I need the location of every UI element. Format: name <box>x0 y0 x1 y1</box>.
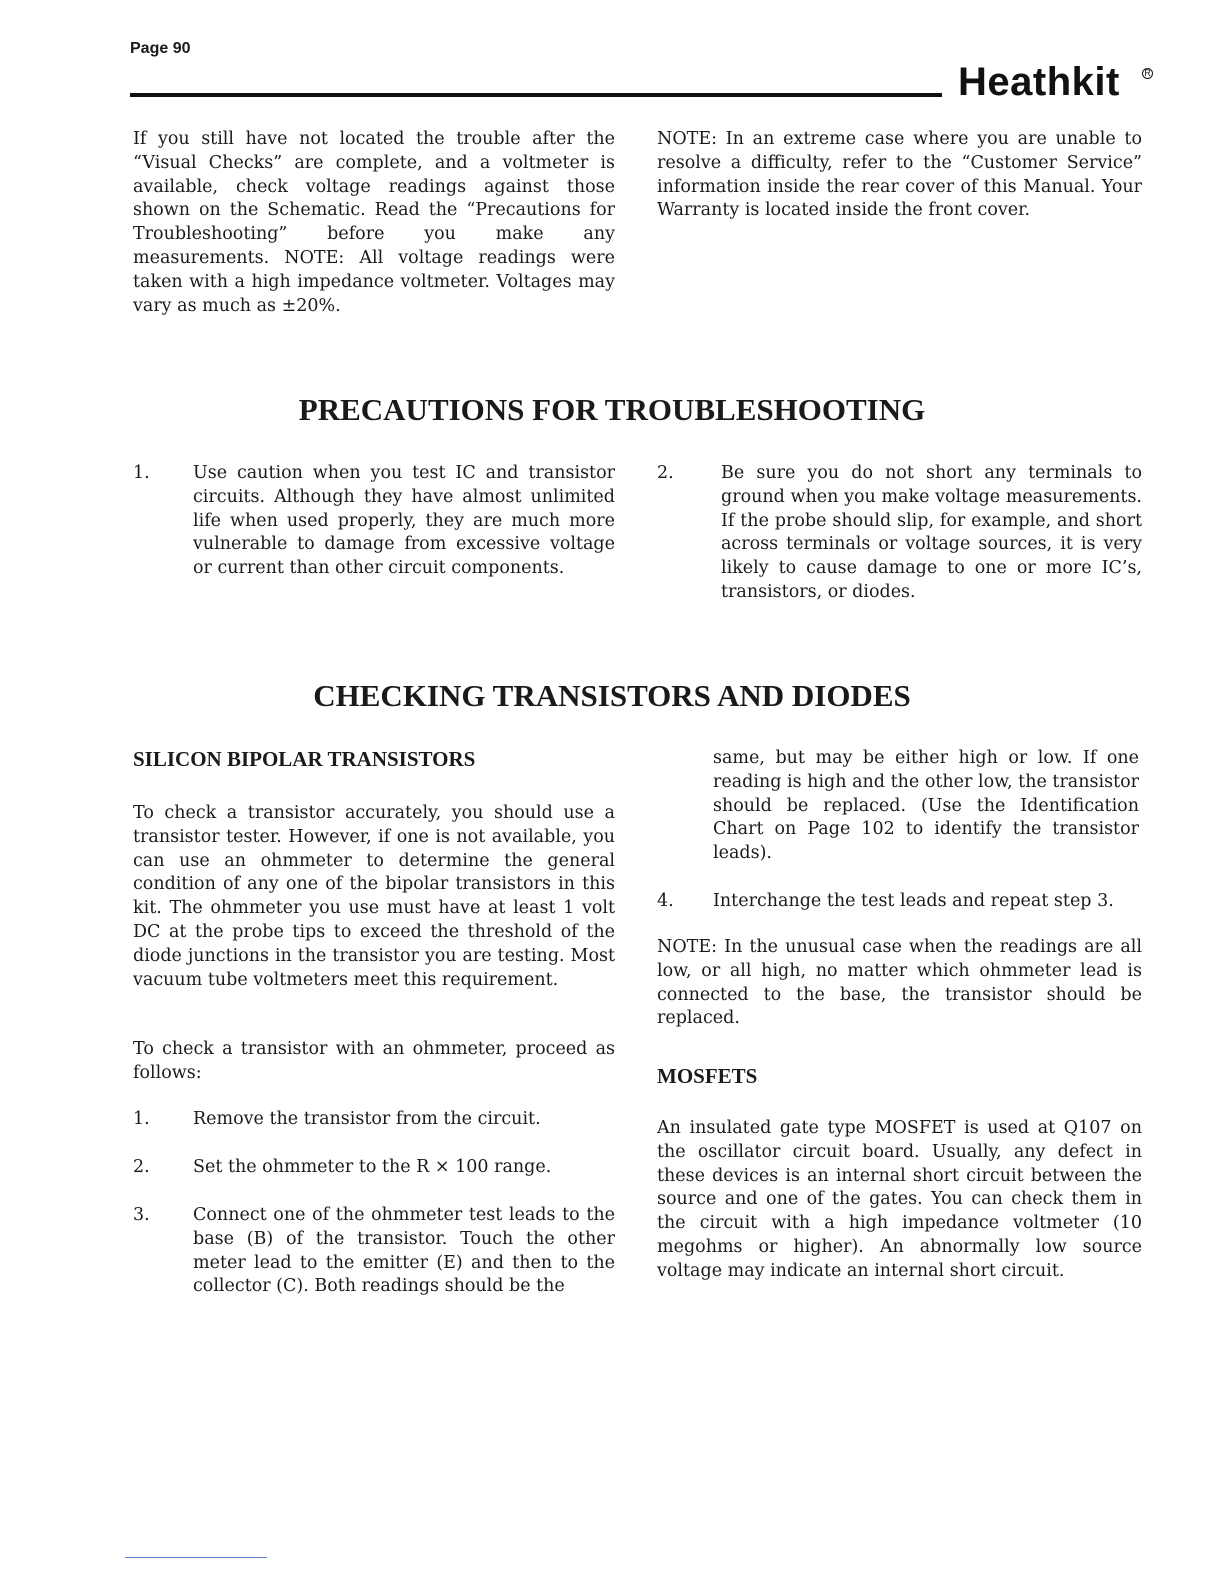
bipolar-procedure-paragraph: To check a transistor with an ohmmeter, proceed as follows: <box>133 1039 615 1083</box>
procedure-step <box>133 1204 615 1299</box>
brand-logo: Heathkit <box>958 60 1120 104</box>
step3-continuation: same, but may be either high or low. If one reading is high and the other low, the transistor should be replaced. (Use the Identification Chart on Page 102 to identify the transistor leads). <box>713 748 1139 864</box>
procedure-step <box>133 1108 615 1132</box>
list-text: Be sure you do not short any terminals to ground when you make voltage measurements. If the probe should slip, for example, and short across terminals or voltage sources, it is very likely to cause damage to one or more IC’s, transistors, or diodes. <box>721 463 1142 602</box>
list-number: 1. <box>133 463 150 483</box>
precaution-item <box>657 462 1142 605</box>
bipolar-note: NOTE: In the unusual case when the readings are all low, or all high, no matter which ohmmeter lead is connected to the base, the transistor should be replaced. <box>657 937 1142 1029</box>
precaution-item <box>133 462 615 581</box>
list-text: Use caution when you test IC and transistor circuits. Although they have almost unlimited life when used properly, they are much more vulnerable to damage from excessive voltage or current than other circuit components. <box>193 463 615 579</box>
footer-rule <box>125 1557 267 1558</box>
list-text: Remove the transistor from the circuit. <box>193 1109 541 1129</box>
registered-mark-icon: R <box>1142 68 1153 79</box>
checking-heading: CHECKING TRANSISTORS AND DIODES <box>313 678 911 713</box>
mosfets-paragraph: An insulated gate type MOSFET is used at Q107 on the oscillator circuit board. Usually, any defect in these devices is an internal short circuit between the source and one of the gates. You can check them in the circuit with a high impedance voltmeter (10 megohms or higher). An abnormally low source voltage may indicate an internal short circuit. <box>657 1118 1142 1281</box>
list-number: 2. <box>657 463 674 483</box>
list-number: 2. <box>133 1157 150 1177</box>
intro-left-paragraph: If you still have not located the trouble after the “Visual Checks” are complete, and a voltmeter is available, check voltage readings against those shown on the Schematic. Read the “Precautions for Troubleshooting” before you make any measurements. NOTE: All voltage readings were taken with a high impedance voltmeter. Voltages may vary as much as ±20%. <box>133 129 615 316</box>
intro-right-paragraph: NOTE: In an extreme case where you are unable to resolve a difficulty, refer to the “Customer Service” information inside the rear cover of this Manual. Your Warranty is located inside the front cover. <box>657 129 1142 221</box>
precautions-heading: PRECAUTIONS FOR TROUBLESHOOTING <box>298 392 926 427</box>
procedure-step <box>657 890 1142 914</box>
header-rule <box>130 93 942 97</box>
procedure-step <box>133 1156 615 1180</box>
list-number: 1. <box>133 1109 150 1129</box>
list-text: Connect one of the ohmmeter test leads to the base (B) of the transistor. Touch the other meter lead to the emitter (E) and then to the collector (C). Both readings should be the <box>193 1205 615 1297</box>
bipolar-intro-paragraph: To check a transistor accurately, you should use a transistor tester. However, if one is not available, you can use an ohmmeter to determine the general condition of any one of the bipolar transistors in this kit. The ohmmeter you use must have at least 1 volt DC at the probe tips to exceed the threshold of the diode junctions in the transistor you are testing. Most vacuum tube voltmeters meet this requirement. <box>133 803 615 990</box>
bipolar-subheading: SILICON BIPOLAR TRANSISTORS <box>133 747 476 771</box>
list-number: 3. <box>133 1205 150 1225</box>
mosfets-subheading: MOSFETS <box>657 1064 758 1088</box>
list-text: Interchange the test leads and repeat step 3. <box>713 891 1114 911</box>
page-number: Page 90 <box>130 40 191 57</box>
list-text: Set the ohmmeter to the R × 100 range. <box>193 1157 552 1177</box>
list-number: 4. <box>657 891 674 911</box>
